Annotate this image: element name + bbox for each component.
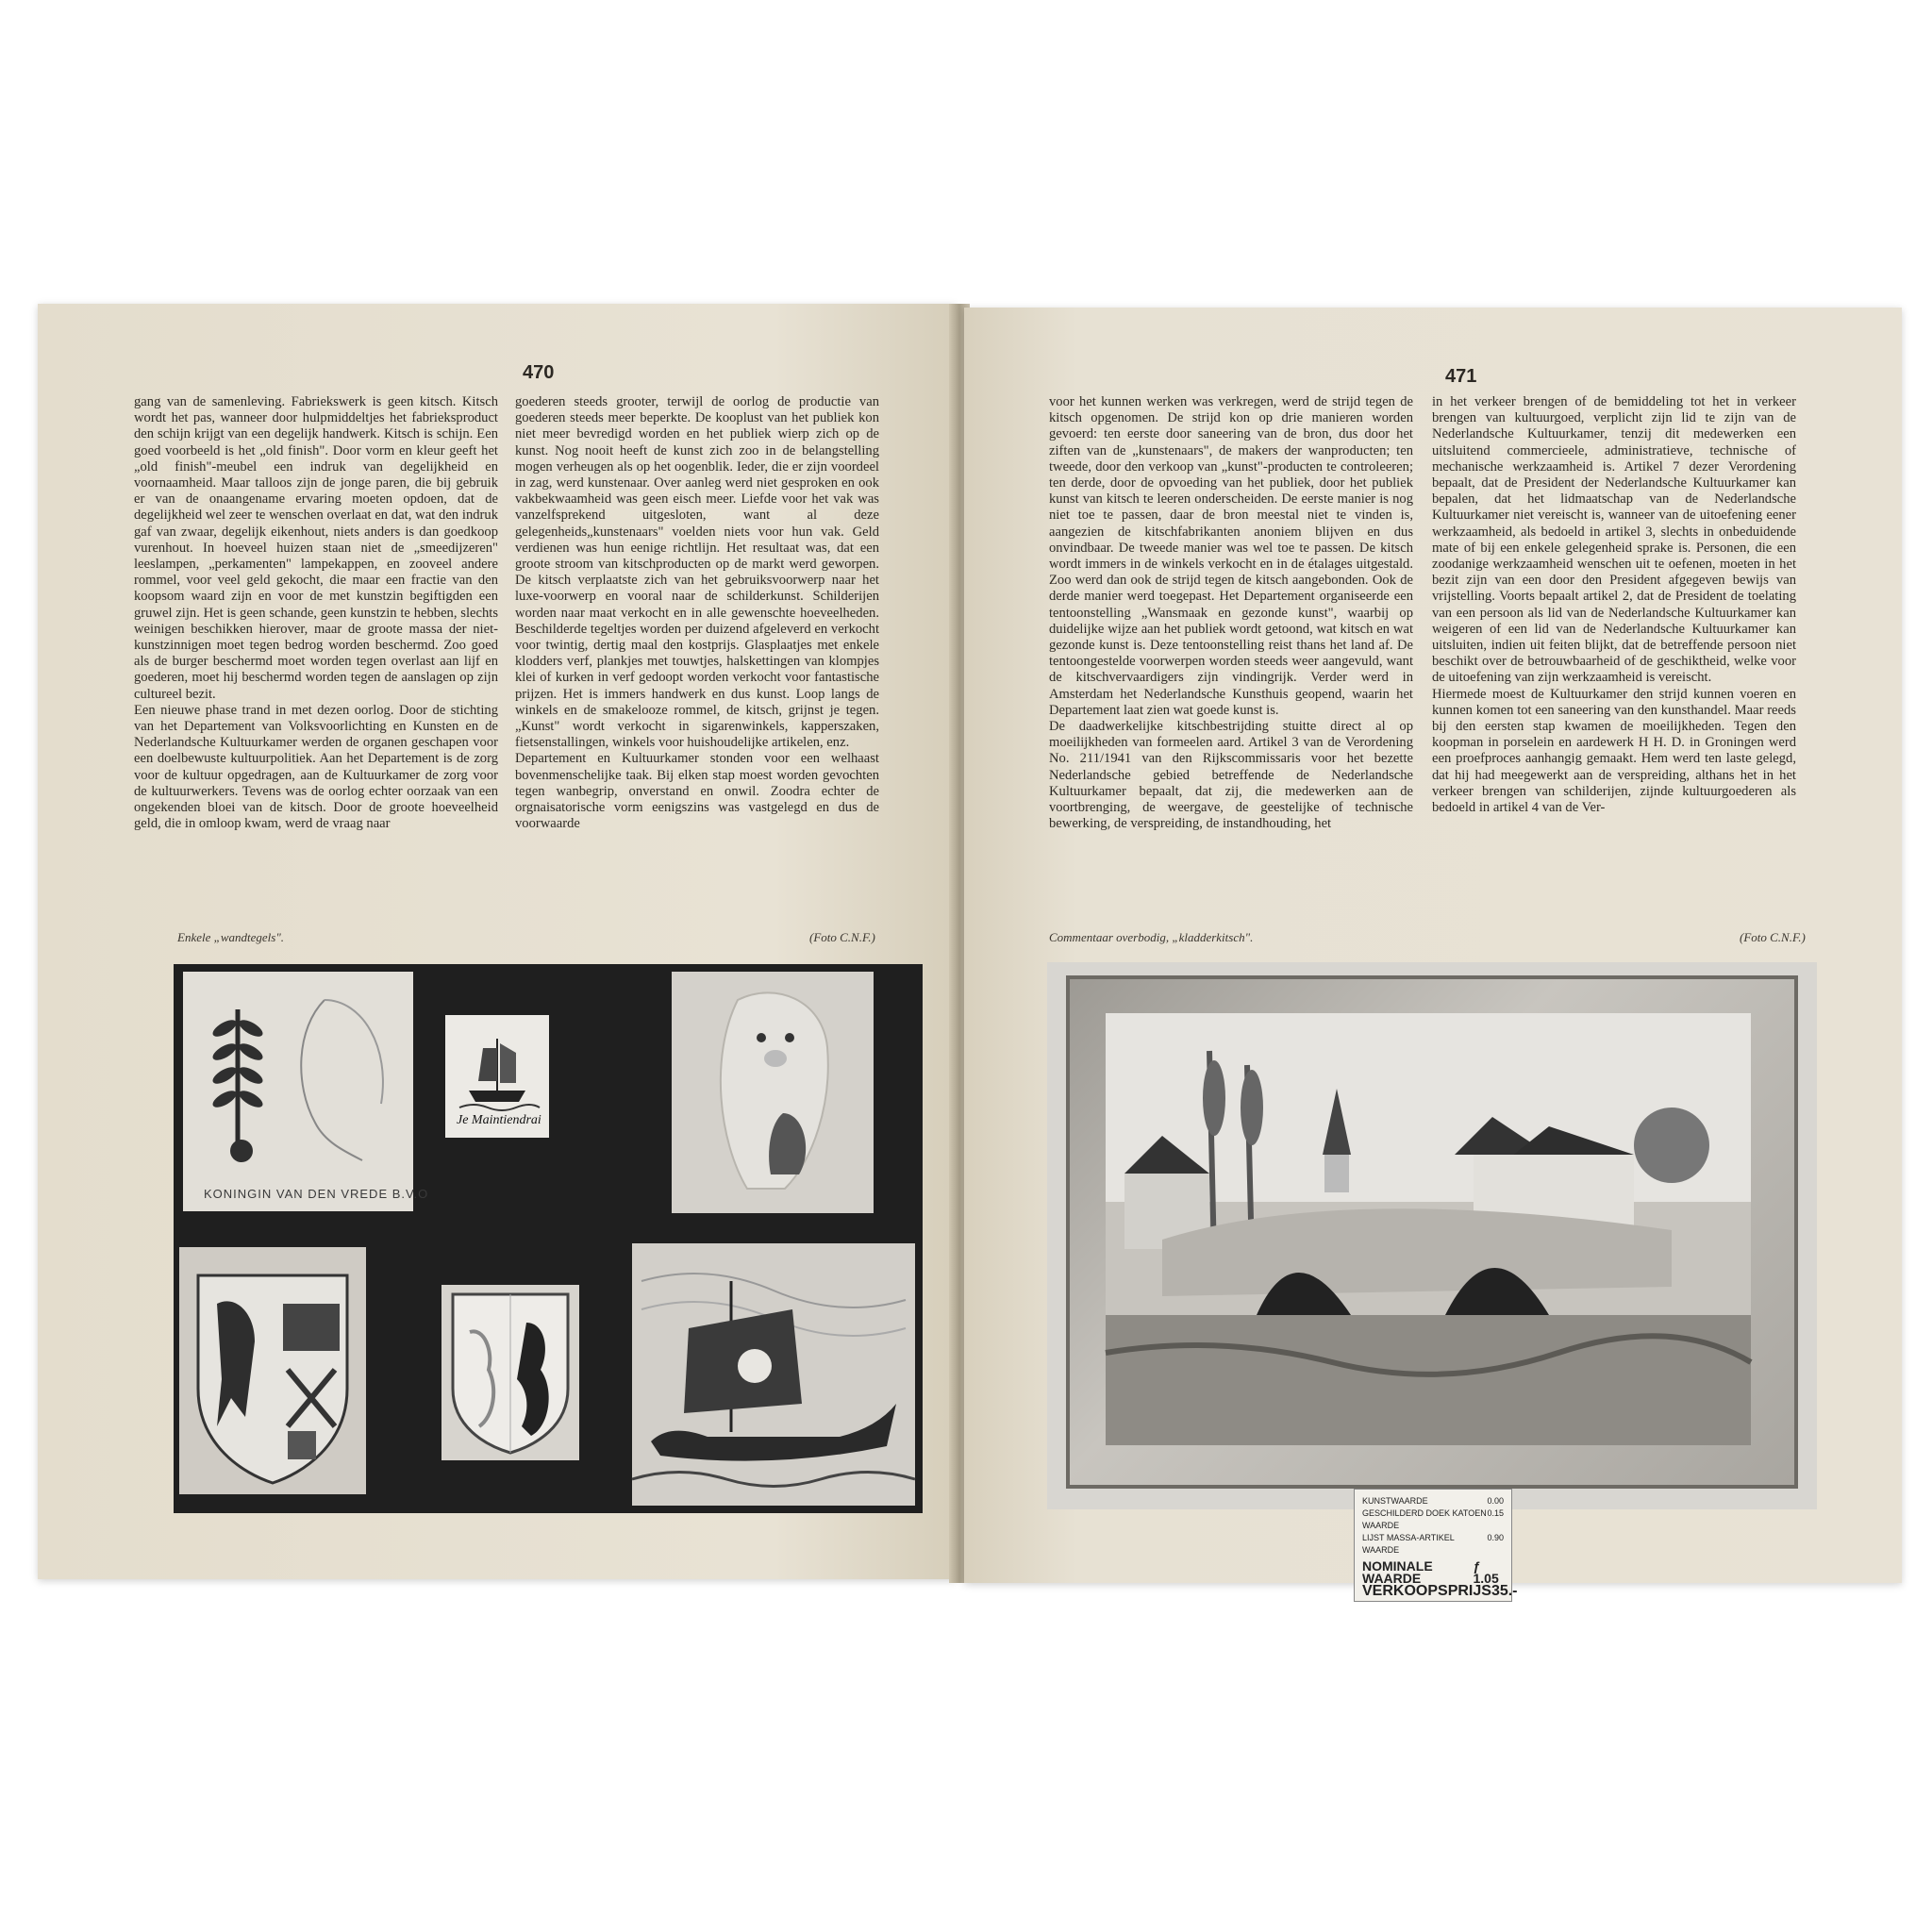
paragraph: gang van de samenleving. Fabriekswerk is geen kitsch. Kitsch wordt het pas, wanneer door hulpmiddeltjes het fabrieksproduct den schijn krijgt van een degelijk handwerk. Kitsch is schijn. Een goed voorbeeld is het „old finish". Door vorm en kleur geeft het „old finish"-meubel een indruk van degelijkheid en voornaamheid. Maar talloos zijn de jonge paren, die bij gebruik er van de onaangename ervaring moeten opdoen, dat de degelijkheid wel zeer te wenschen overlaat en dat, wat den indruk gaf van zwaar, degelijk eikenhout, niets anders is dan goedkoop vurenhout. In hoeveel huizen staan niet de „smeedijzeren" leeslampen, „perkamenten" lampekappen, en zooveel andere rommel, voor veel geld gekocht, die maar een fractie van den koopsom waard zijn en voor de met kunstzin begiftigden een gruwel zijn. Het is geen schande, geen kunstzin te hebben, slechts weinigen beschikken hierover, maar de groote massa der niet-kunstzinnigen moet tegen bedrog worden beschermd. Zoo goed als de burger beschermd moet worden tegen overlast aan lijf en goederen, moet hij beschermd worden tegen de aanslagen op zijn cultureel bezit. [134,394,498,702]
sale-value: 35.- [1491,1583,1518,1599]
sale-label: VERKOOPSPRIJS [1362,1583,1491,1599]
text-column-2 [1432,394,1796,816]
photo-credit: (Foto C.N.F.) [1740,930,1806,944]
page-number: 471 [1445,366,1477,387]
tile-motto: Je Maintiendrai [457,1113,541,1127]
text-column-1 [134,394,498,832]
price-row [1362,1532,1504,1557]
paragraph: Een nieuwe phase trand in met dezen oorlog. Door de stichting van het Departement van Volksvoorlichting en Kunsten en de Nederlandsche Kultuurkamer werden de organen geschapen voor een doelbewuste kultuurpolitiek. Aan het Departement is de zorg voor de kultuur opgedragen, aan de Kultuurkamer de zorg voor de kultuurwerkers. Tevens was de oorlog echter oorzaak van een ongekenden bloei van de kitsch. Door de groote hoeveelheid geld, die in omloop kwam, werd de vraag naar [134,702,498,832]
price-value: 0.00 [1487,1496,1504,1506]
tile-coat-of-arms-eagle [179,1247,366,1494]
tile-gnome [672,972,874,1213]
ship-icon [445,1015,549,1119]
nominal-value-row [1362,1560,1504,1585]
bridge-landscape-icon [1106,1013,1751,1445]
kitsch-painting-photo [1047,962,1817,1599]
photo-caption: Commentaar overbodig, „kladderkitsch". [1049,930,1254,944]
price-row [1362,1507,1504,1532]
paragraph: Departement en Kultuurkamer stonden voor een welhaast bovenmenschelijke taak. Bij elken stap moest worden gevochten tegen wanbegrip, onverstand en onwil. Zoodra echter de orgnaisatorische vorm eenigszins was vastgelegd en dus de voorwaarde [515,751,879,832]
text-column-2 [515,394,879,832]
viking-ship-icon [632,1243,915,1506]
price-label: KUNSTWAARDE [1362,1496,1428,1506]
tile-inscription: KONINGIN VAN DEN VREDE B.V.O [204,1187,429,1201]
nominal-value: ƒ 1.05 [1473,1558,1499,1586]
tile-lion-shield [441,1285,579,1460]
magazine-spread [38,304,1902,1599]
price-label: LIJST MASSA-ARTIKEL WAARDE [1362,1533,1455,1555]
price-value: 0.15 [1487,1508,1504,1518]
photo-credit: (Foto C.N.F.) [809,930,875,944]
painting-canvas [1106,1013,1751,1445]
tile-viking-ship [632,1243,915,1506]
photo-caption: Enkele „wandtegels". [177,930,285,944]
price-card [1354,1489,1518,1602]
eagle-shield-icon [179,1247,366,1494]
lion-shield-icon [441,1285,579,1460]
text-column-1 [1049,394,1413,832]
paragraph: voor het kunnen werken was verkregen, werd de strijd tegen de kitsch opgenomen. De strijd kon op drie manieren worden gevoerd: ten eerste door saneering van de bron, dus door het ziften van de „kunstenaars", de makers der wanproducten; ten tweede, door den verkoop van „kunst"-producten te controleeren; ten derde, door de opvoeding van het publiek, door het publiek kunst van kitsch te leeren onderscheiden. De eerste manier is nog niet toe te passen, daar de bron meestal niet te vinden is, aangezien de kitschfabrikanten anoniem blijven en dus onvindbaar. De tweede manier was wel toe te passen. De kitsch wordt immers in de winkels verkocht en in de étalages uitgestald. Zoo werd dan ook de strijd tegen de kitsch aangebonden. Ook de derde manier werd toegepast. Het Departement organiseerde een tentoonstelling „Wansmaak en gezonde kunst", waarbij op duidelijke wijze aan het publiek wordt getoond, wat kitsch en wat gezonde kunst is. Deze tentoonstelling reist thans het land af. De tentoongestelde voorwerpen worden steeds weer aangevuld, want de kitschvervaardigers zijn vindingrijk. Verder werd in Amsterdam het Nederlandsche Kunsthuis geopend, waarin het Departement laat zien wat goede kunst is. [1049,394,1413,718]
price-row [1362,1495,1504,1507]
tile-ship-small [445,1015,549,1138]
paragraph: in het verkeer brengen of de bemiddeling tot het in verkeer brengen van kultuurgoed, verplicht zijn lid te zijn van de Nederlandsche Kultuurkamer, tenzij dit medewerken een uitsluitend commercieele, administratieve, technische of mechanische werkzaamheid is. Artikel 7 dezer Verordening bepaalt, dat de President der Nederlandsche Kultuurkamer kan bepalen, dat het lidmaatschap van de Nederlandsche Kultuurkamer niet vereischt is, wanneer van de uitoefening eener werkzaamheid, als bedoeld in artikel 3, slechts in onbeduidende mate of bij een enkele gelegenheid sprake is. Personen, die een zoodanige werkzaamheid wenschen uit te oefenen, moeten in het bezit zijn van een door den President afgegeven bewijs van vrijstelling. Voorts bepaalt artikel 2, dat de President de toelating van een persoon als lid van de Nederlandsche Kultuurkamer kan weigeren of een lid van de Nederlandsche Kultuurkamer kan uitsluiten, indien uit feiten blijkt, dat de betreffende persoon niet beschikt over de betrouwbaarheid of de geschiktheid, welke voor de uitoefening van zijn werkzaamheid is vereischt. [1432,394,1796,686]
nominal-label: NOMINALE WAARDE [1362,1558,1433,1586]
sale-price-row [1362,1583,1518,1599]
right-page [964,308,1902,1599]
price-value: 0.90 [1487,1533,1504,1542]
gnome-figure-icon [672,972,874,1213]
page-number: 470 [523,362,555,383]
price-label: GESCHILDERD DOEK KATOEN WAARDE [1362,1508,1487,1530]
branch-icon [183,972,413,1211]
picture-frame [1066,975,1798,1489]
left-page [38,304,957,1579]
paragraph: De daadwerkelijke kitschbestrijding stuitte direct al op moeilijkheden van formeelen aard. Artikel 3 van de Verordening No. 211/1941 van den Rijkscommissaris voor het bezette Nederlandsche gebied betreffende de Nederlandsche Kultuurkamer bepaalt, dat zij, die medewerken aan de voortbrenging, de weergave, de geestelijke of technische bewerking, de verspreiding, de instandhouding, het [1049,719,1413,832]
wall-tiles-photo [174,964,923,1513]
paragraph: Hiermede moest de Kultuurkamer den strijd kunnen voeren en kunnen komen tot een saneering van den kunsthandel. Maar reeds bij den eersten stap kwamen de moeilijkheden. Tegen den koopman in porselein en aardewerk H H. D. in Groningen werd een proefproces aanhangig gemaakt. Hem werd ten laste gelegd, dat hij had meegewerkt aan de verspreiding, althans het in het verkeer brengen van schilderijen, zijnde kultuurgoederen als bedoeld in artikel 4 van de Ver- [1432,686,1796,816]
paragraph: goederen steeds grooter, terwijl de oorlog de productie van goederen steeds meer beperkte. De kooplust van het publiek kon niet meer bevredigd worden en het publiek wierp zich op de kunst. Nog nooit heeft de kunst zich zoo in de belangstelling mogen verheugen als op het oogenblik. Ieder, die er zijn voordeel in zag, werd kunstenaar. Over aanleg werd niet gesproken en ook vakbekwaamheid was geen eisch meer. Liefde voor het vak was vanzelfsprekend uitgesloten, want al deze gelegenheids„kunstenaars" voelden niets voor hun vak. Geld verdienen was hun eenige richtlijn. Het resultaat was, dat een groote stroom van kitschproducten op de markt werd geworpen. De kitsch verplaatste zich van het gebruiksvoorwerp naar het luxe-voorwerp en vooral naar de schilderkunst. Schilderijen worden naar maat verkocht en in alle gewenschte hoeveelheden. Beschilderde tegeltjes worden per duizend afgeleverd en verkocht voor twintig, dertig maal den kostprijs. Glasplaatjes met enkele klodders verf, plankjes met touwtjes, halskettingen van klompjes klei of kurken in verf gedoopt worden verkocht voor fantastische prijzen. Het is immers handwerk en dus kunst. Loop langs de winkels en de smakelooze rommel, de kitsch, grijnst je tegen. „Kunst" wordt verkocht in sigarenwinkels, kapperszaken, fietsenstallingen, winkels voor huishoudelijke artikelen, enz. [515,394,879,751]
tile-koningin [183,972,429,1211]
